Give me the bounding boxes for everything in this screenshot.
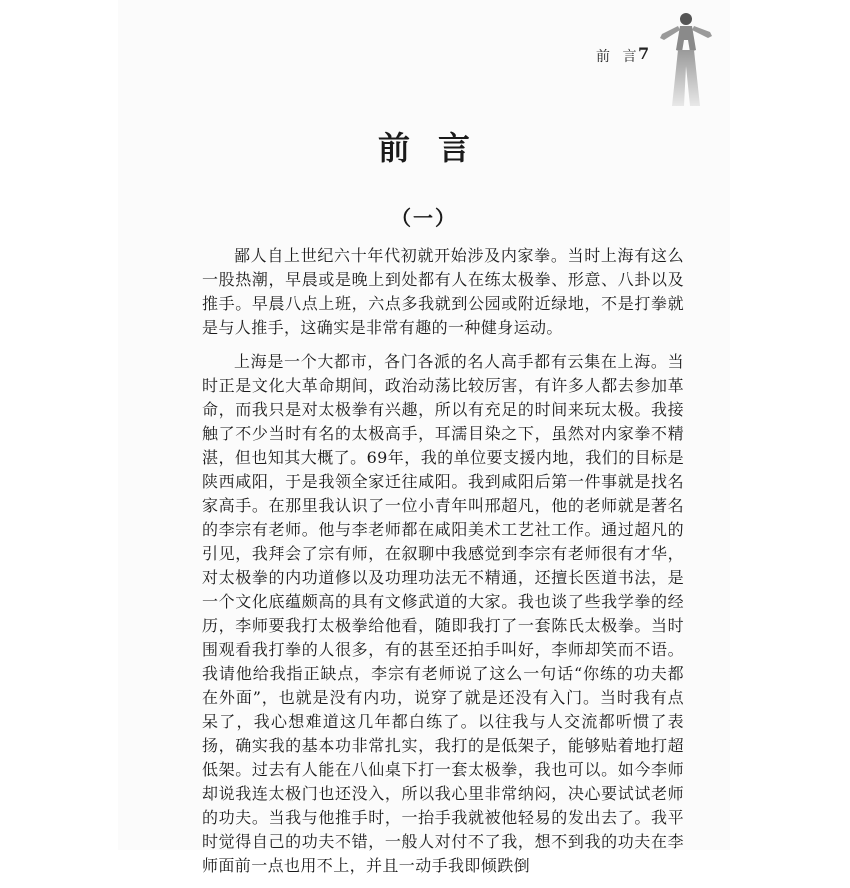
page-number: 7 xyxy=(638,44,650,63)
section-heading: （一） xyxy=(391,206,457,230)
body-text xyxy=(202,244,684,888)
page-header xyxy=(118,0,730,110)
paragraph: 鄙人自上世纪六十年代初就开始涉及内家拳。当时上海有这么一股热潮，早晨或是晚上到处都有人在练太极拳、形意、八卦以及推手。早晨八点上班，六点多我就到公园或附近绿地，不是打拳就是与人推手，这确实是非常有趣的一种健身运动。 xyxy=(202,246,684,337)
running-head: 前 言 xyxy=(596,49,641,65)
page-title: 前言 xyxy=(377,129,498,167)
taichi-figure-icon xyxy=(650,10,720,108)
book-page xyxy=(118,0,730,875)
paragraph: 上海是一个大都市，各门各派的名人高手都有云集在上海。当时正是文化大革命期间，政治动荡比较厉害，有许多人都去参加革命，而我只是对太极拳有兴趣，所以有充足的时间来玩太极。我接触了不少当时有名的太极高手，耳濡目染之下，虽然对内家拳不精湛，但也知其大概了。69年，我的单位要支援内地，我们的目标是陕西咸阳，于是我领全家迁往咸阳。我到咸阳后第一件事就是找名家高手。在那里我认识了一位小青年叫邢超凡，他的老师就是著名的李宗有老师。他与李老师都在咸阳美术工艺社工作。通过超凡的引见，我拜会了宗有师，在叙聊中我感觉到李宗有老师很有才华，对太极拳的内功道修以及功理功法无不精通，还擅长医道书法，是一个文化底蕴颇高的具有文修武道的大家。我也谈了些我学拳的经历，李师要我打太极拳给他看，随即我打了一套陈氏太极拳。当时围观看我打拳的人很多，有的甚至还拍手叫好，李师却笑而不语。我请他给我指正缺点，李宗有老师说了这么一句话“你练的功夫都在外面”，也就是没有内功，说穿了就是还没有入门。当时我有点呆了，我心想难道这几年都白练了。以往我与人交流都听惯了表扬，确实我的基本功非常扎实，我打的是低架子，能够贴着地打超低架。过去有人能在八仙桌下打一套太极拳，我也可以。如今李师却说我连太极门也还没入，所以我心里非常纳闷，决心要试试老师的功夫。当我与他推手时，一抬手我就被他轻易的发出去了。我平时觉得自己的功夫不错，一般人对付不了我，想不到我的功夫在李师面前一点也用不上，并且一动手我即倾跌倒 xyxy=(202,352,684,875)
